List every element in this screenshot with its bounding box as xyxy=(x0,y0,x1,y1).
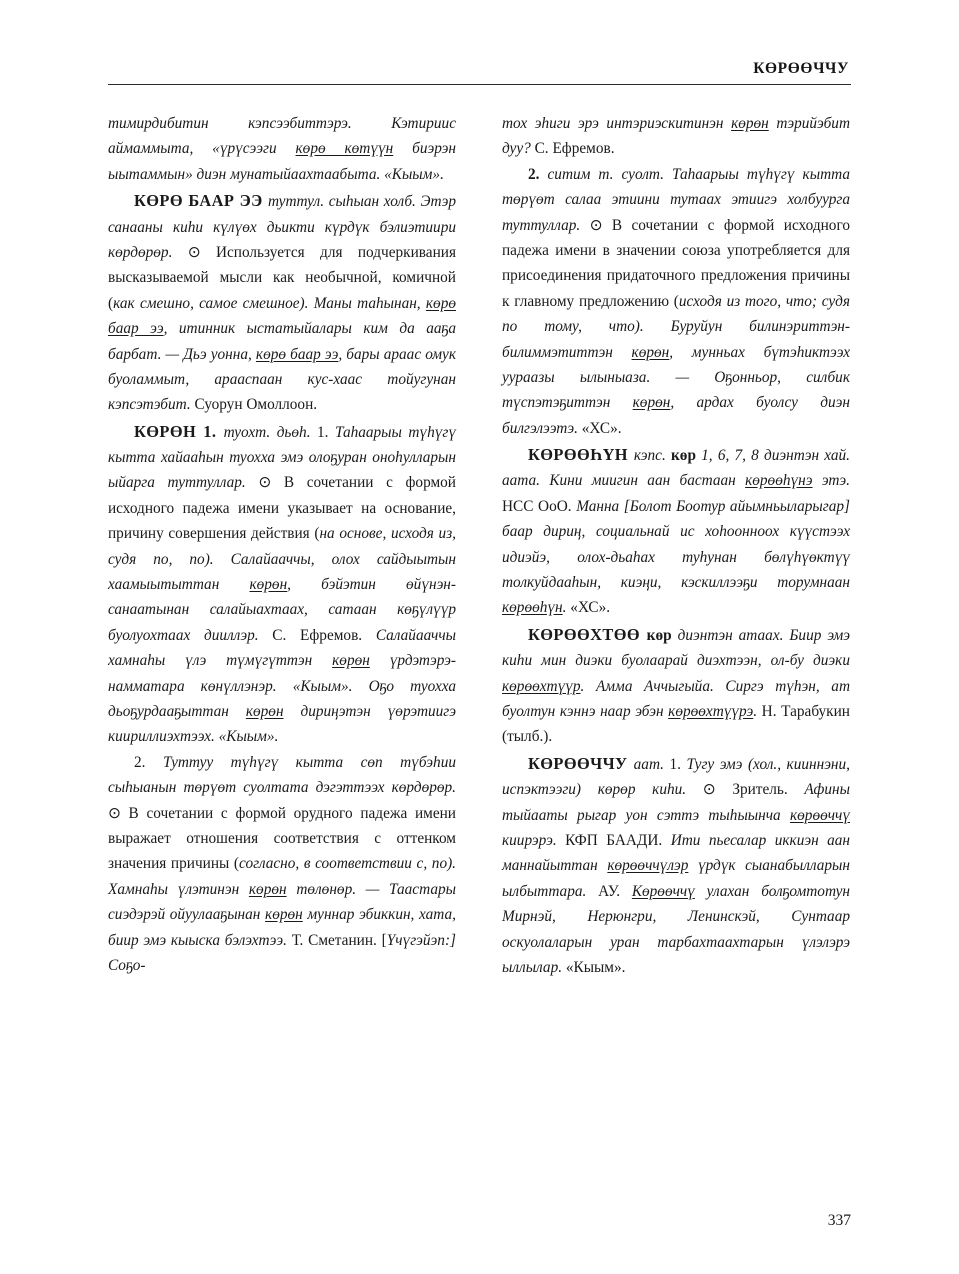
text-run: , ардах буолсу диэн билгэлээтэ. xyxy=(502,394,850,437)
text-run: Манна [Болот Боотур айымньыларыгар] баар дириң, социальнай ис хоһоонноох күүстээх идиэйэ, олох-дьаһах туһунан бөлүһүөктүү толкуйдааһын, киэңи, кэскиллээҕи торумнаан xyxy=(502,497,850,592)
text-run: В сочетании с формой исходного падежа имени указывает на основание, причину совершения действия ( xyxy=(108,474,456,543)
text-run: 1. xyxy=(669,755,687,773)
text-run: согласно, в соответствии с, по). Хамнаһы үлэтинэн xyxy=(108,855,457,898)
text-run: ⊙ xyxy=(258,474,284,492)
text-run: аат. xyxy=(633,755,670,773)
keyword-underlined: көрөн xyxy=(265,906,303,924)
text-run: Туттуу түһүгү кытта сөп түбэһии сыһыанын төрүөт суолтата дэгэттээх көрдөрөр. xyxy=(108,753,456,797)
left-column xyxy=(108,111,456,978)
headword: КӨРӨ БААР ЭЭ xyxy=(134,191,268,211)
text-run: 2. xyxy=(134,753,163,771)
page-number: 337 xyxy=(827,1212,851,1229)
text-run: ситим т. суолт. xyxy=(547,165,672,183)
text-run: С. Ефремов. xyxy=(534,140,615,158)
keyword-underlined: көрөөхтүүр xyxy=(502,677,581,695)
text-run: на основе, исходя из, судя по, по). Салайааччы, олох сайдыытын хаамыытыттан xyxy=(108,525,456,594)
right-column xyxy=(502,111,850,980)
text-run: киирэрэ. xyxy=(502,831,566,849)
text-run: , бары араас омук буоламмыт, арааспаан кус-хаас тойугунан кэпсэтэбит. xyxy=(108,345,456,414)
text-run: үрдэтэрэ-намматара көнүллэнэр. «Кыым». Оҕо туохха дьоҕурдааҕыттан xyxy=(108,652,456,720)
text-run: тимирдибитин кэпсээбиттэрэ. Кэтириис аймаммыта, «үрүсээги xyxy=(108,115,456,158)
text-run: этэ. xyxy=(812,472,850,490)
text-run: В сочетании с формой орудного падежа имени выражает отношения соответствия с оттенком значения причины ( xyxy=(108,804,456,873)
text-run: 1, 6, 7, 8 диэнтэн хай. аата. Кини миигин аан бастаан xyxy=(502,447,850,490)
keyword-underlined: көрөөччүлэр xyxy=(607,857,689,875)
paragraph xyxy=(108,750,456,979)
keyword-underlined: көрөн xyxy=(249,576,288,594)
keyword-underlined: Көрөөччү xyxy=(631,882,695,900)
text-run: С. Ефремов. xyxy=(272,626,376,644)
keyword-underlined: көрөөһүн xyxy=(502,599,563,617)
text-run: муннар эбиккин, хата, биир эмэ кыыска бэлэхтээ. xyxy=(108,906,456,949)
text-run: 2. xyxy=(528,165,548,183)
text-run: Таһаарыы түһүгү кытта хайааһын туохха эмэ олоҕуран оноһулларын ыйарга туттуллар. xyxy=(108,423,456,492)
text-run: 1. xyxy=(317,423,335,441)
paragraph xyxy=(108,187,456,418)
text-run: «Кыым». xyxy=(565,958,626,976)
headword: КӨРӨӨҺҮН xyxy=(528,445,634,465)
text-run: биэрэн ыытаммын» диэн мунатыйаахтаабыта. «Кыым». xyxy=(108,140,456,183)
text-run: ⊙ xyxy=(187,243,216,261)
keyword-underlined: көрөн xyxy=(332,652,370,670)
keyword-underlined: көрөөһүнэ xyxy=(745,472,813,490)
text-run: көр xyxy=(670,447,702,465)
text-run: Үчүгэйэп:] Соҕо- xyxy=(108,931,456,974)
keyword-underlined: көрөөхтүүрэ xyxy=(668,702,754,720)
text-run: ⊙ xyxy=(108,804,129,822)
text-run: КФП БААДИ. xyxy=(565,831,671,849)
text-run: тох эһиги эрэ интэриэскитинэн xyxy=(502,115,732,132)
keyword-underlined: көрө көтүүн xyxy=(295,140,394,158)
two-column-body xyxy=(108,111,851,980)
keyword-underlined: көрөн xyxy=(245,702,284,720)
text-run: Н. Тарабукин (тылб.). xyxy=(502,702,850,746)
text-run: ⊙ xyxy=(702,781,733,799)
text-run: «ХС». xyxy=(570,599,611,617)
text-run: АУ. xyxy=(598,882,632,900)
text-run: Афины тыйааты рыгар уон сэттэ тыһыынча xyxy=(502,781,850,824)
text-run: Зритель. xyxy=(732,781,805,799)
text-run: Суорун Омоллоон. xyxy=(194,396,318,414)
headword: КӨРӨӨХТӨӨ xyxy=(528,624,647,644)
header-rule xyxy=(108,84,851,85)
text-run: , мунньах бүтэһиктээх уураазы ылыныаза. — Оҕонньор, силбик түспэтэҕиттэн xyxy=(502,343,850,412)
text-run: Таһаарыы түһүгү кытта төрүөт салаа этиини тутаах этиигэ холбуурга туттуллар. xyxy=(502,165,850,234)
running-head: КӨРӨӨЧЧУ xyxy=(753,60,849,77)
text-run: дириңэтэн үөрэтиигэ киириллиэхтээх. «Кыым». xyxy=(108,702,456,746)
text-run: . Амма Аччыгыйа. Сиргэ түһэн, ат буолтун кэннэ наар эбэн xyxy=(502,677,850,720)
text-run: . xyxy=(753,702,762,720)
paragraph xyxy=(502,111,850,162)
text-run: как смешно, самое смешное). Маны таһынан, xyxy=(113,294,426,312)
keyword-underlined: көрөөччү xyxy=(790,806,850,824)
paragraph xyxy=(502,162,850,441)
text-run: Ити пьесалар иккиэн аан маннайыттан xyxy=(502,831,851,875)
text-run: В сочетании с формой исходного падежа имени в значении союза употребляется для присоединения придаточного предложения причины к главному предложению ( xyxy=(502,216,850,310)
text-run: кэпс. xyxy=(633,447,671,465)
text-run: , итинник ыстатыйалары ким да ааҕа барбат. — Дьэ уонна, xyxy=(108,320,456,363)
paragraph xyxy=(108,418,456,750)
text-run: үрдүк сыанабылларын ылбыттара. xyxy=(502,857,850,900)
text-run: диэнтэн атаах. Биир эмэ киһи мин диэки буолаарай диэхтээн, ол-бу диэки xyxy=(502,626,850,670)
text-run: . xyxy=(562,599,571,617)
text-run: төлөнөр. — Таастары сиэдэрэй ойуулааҕынан xyxy=(108,880,456,924)
text-run: Тугу эмэ (хол., кииннэни, испэктээги) көрөр киһи. xyxy=(502,755,850,799)
headword: КӨРӨН 1. xyxy=(134,421,224,441)
paragraph xyxy=(502,750,850,981)
paragraph xyxy=(502,621,850,750)
text-run: НСС ОоО. xyxy=(502,497,577,515)
paragraph xyxy=(502,441,850,621)
keyword-underlined: көрө баар ээ xyxy=(255,345,339,363)
text-run: Т. Сметанин. [ xyxy=(291,931,387,949)
text-run: көр xyxy=(646,626,678,644)
keyword-underlined: көрөн xyxy=(731,115,769,132)
text-run: улахан болҕомтотун Мирнэй, Нерюнгри, Ленинскэй, Сунтаар оскуолаларын уран тарбахтаахтарын үлэлэрэ ыллылар. xyxy=(502,882,850,976)
text-run: Используется для подчеркивания высказываемой мысли как необычной, комичной ( xyxy=(108,243,456,312)
keyword-underlined: көрөн xyxy=(631,343,670,361)
keyword-underlined: көрөн xyxy=(248,880,287,898)
text-run: , бэйэтин өйүнэн-санаатынан салайыахтаах, сатаан көҕүлүүр буолуохтаах дииллэр. xyxy=(108,576,456,644)
text-run: тэрийэбит дуу? xyxy=(502,115,850,158)
keyword-underlined: көрөн xyxy=(632,394,671,412)
text-run: туттул. сыһыан холб. Этэр санааны киһи күлүөх дьикти күрдүк бэлиэтиири көрдөрөр. xyxy=(108,193,456,261)
text-run: туохт. дьөһ. xyxy=(223,423,318,441)
text-run: ⊙ xyxy=(589,216,612,234)
text-run: «ХС». xyxy=(581,419,622,437)
text-run: исходя из того, что; судя по тому, что). Буруйун билинэриттэн-билиммэтиттэн xyxy=(502,292,850,361)
text-run: Салайааччы хамнаһы үлэ түмүгүттэн xyxy=(108,626,457,670)
headword: КӨРӨӨЧЧУ xyxy=(528,753,634,773)
paragraph xyxy=(108,111,456,187)
keyword-underlined: көрө баар ээ xyxy=(108,294,456,338)
